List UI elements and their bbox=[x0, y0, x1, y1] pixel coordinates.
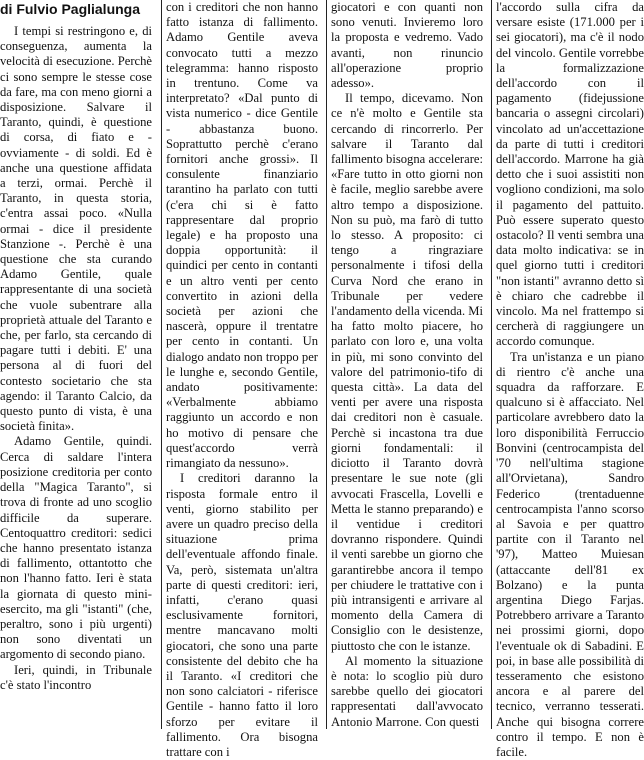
article-column-3 bbox=[331, 0, 483, 729]
paragraph: Il tempo, dicevamo. Non ce n'è molto e Gentile sta cercando di rincorrerlo. Per salvare il Taranto dal fallimento bisogna accelerare: «Fare tutto in otto giorni non è facile, meglio sarebbe avere altro tempo a disposizione. Non su può, ma farò di tutto lo stesso. A proposito: ci tengo a ringraziare personalmente i tifosi della Curva Nord che erano in Tribunale per vedere l'andamento della vicenda. Mi ha fatto molto piacere, ho parlato con loro e, una volta in più, mi sono convinto del valore del patrimonio-tifo di questa città». La data del venti per avere una risposta dai creditori non è casuale. Perchè si incastona tra due giorni fondamentali: il diciotto il Taranto dovrà presentare le sue note (gli avvocati Frascella, Lovelli e Metta le stanno preparando) e il ventidue i creditori dovranno rispondere. Quindi il venti sarebbe un giorno che garantirebbe ancora il tempo per chiudere le trattative con i più intransigenti e arrivare al momento della Camera di Consiglio con le desistenze, piuttosto che con le istanze. bbox=[331, 91, 483, 653]
paragraph: I creditori daranno la risposta formale entro il venti, giorno stabilito per avere un quadro preciso della situazione prima dell'eventuale affondo finale. Va, però, sistemata un'altra parte di questi creditori: ieri, infatti, c'erano quasi esclusivamente fornitori, mentre mancavano molti giocatori, che sono una parte consistente del debito che ha il Taranto. «I creditori che non sono calciatori - riferisce Gentile - hanno fatto il loro sforzo per evitare il fallimento. Ora bisogna trattare con i bbox=[166, 471, 318, 759]
article-column-2 bbox=[166, 0, 318, 759]
paragraph: Adamo Gentile, quindi. Cerca di saldare l'intera posizione creditoria per conto della "Magica Taranto", si trova di fronte ad uno scoglio difficile da superare. Centoquattro creditori: sedici che hanno presentato istanza di fallimento, ottantotto che non l'hanno fatto. Ieri è stata la giornata di questo mini-esercito, ma gli "istanti" (che, peraltro, sono i più urgenti) non sono diventati un argomento di secondo piano. bbox=[0, 434, 152, 662]
paragraph: giocatori e con quanti non sono venuti. Invieremo loro la proposta e vedremo. Vado avanti, non rinuncio all'operazione proprio adesso». bbox=[331, 0, 483, 91]
paragraph: l'accordo sulla cifra da versare esiste (171.000 per i sei giocatori), ma c'è il nodo del vincolo. Gentile vorrebbe la formalizzazione dell'accordo con il pagamento (fidejussione bancaria o assegni circolari) vincolato ad un'accettazione da parte di tutti i creditori dell'accordo. Marrone ha già detto che i suoi assistiti non vogliono condizioni, ma solo il pagamento del pattuito. Può essere superato questo ostacolo? Il venti sembra una data molto indicativa: se in quel giorno tutti i creditori "non istanti" avranno detto sì è chiaro che cadrebbe il vincolo. Ma nel frattempo si cercherà di raggiungere un accordo comunque. bbox=[496, 0, 644, 349]
paragraph: Al momento la situazione è nota: lo scoglio più duro sarebbe quello dei giocatori rappresentati dall'avvocato Antonio Marrone. Con questi bbox=[331, 653, 483, 729]
paragraph: I tempi si restringono e, di conseguenza, aumenta la velocità di esecuzione. Perchè ci sono sempre le stesse cose da fare, ma con meno giorni a disposizione. Salvare il Taranto, quindi, è questione di corsa, di fiato e - ovviamente - di soldi. Ed è anche una questione affidata a terzi, ormai. Perchè il Taranto, in questa storia, c'entra assai poco. «Nulla ormai - dice il presidente Stanzione -. Perchè è una questione che sta curando Adamo Gentile, quale rappresentante di una società che vuole subentrare alla proprietà attuale del Taranto e che, per farlo, sta cercando di pagare tutti i debiti. E' una persona al di fuori del contesto societario che sta agendo: il Taranto Calcio, da questo punto di vista, è una società finita». bbox=[0, 24, 152, 434]
paragraph: con i creditori che non hanno fatto istanza di fallimento. Adamo Gentile aveva convocato tutti a mezzo telegramma: hanno risposto in trentuno. Come va interpretato? «Dal punto di vista numerico - dice Gentile - abbastanza buono. Soprattutto perchè c'erano fornitori anche grossi». Il consulente finanziario tarantino ha parlato con tutti (c'era chi si è fatto rappresentare dal proprio legale) e ha proposto una doppia opportunità: il quindici per cento in contanti e un altro venti per cento convertito in azioni della società per azioni che nascerà, oppure il trentatre per cento in contanti. Un dialogo andato non troppo per le lunghe e, secondo Gentile, andato positivamente: «Verbalmente abbiamo raggiunto un accordo e non ho motivo di pensare che quest'accordo verrà rimangiato da nessuno». bbox=[166, 0, 318, 471]
byline: di Fulvio Paglialunga bbox=[0, 1, 141, 17]
column-rule bbox=[161, 0, 162, 729]
column-rule bbox=[491, 0, 492, 729]
article-column-4 bbox=[496, 0, 644, 759]
paragraph: Ieri, quindi, in Tribunale c'è stato l'incontro bbox=[0, 662, 152, 692]
column-rule bbox=[326, 0, 327, 729]
paragraph: Tra un'istanza e un piano di rientro c'è anche una squadra da rafforzare. E qualcuno si è affacciato. Nel particolare avrebbero dato la loro disponibilità Ferruccio Bonvini (centrocampista del '70 nell'ultima stagione all'Orvietana), Sandro Federico (trentaduenne centrocampista l'anno scorso al Savoia e per quattro partite con il Taranto nel '97), Matteo Muiesan (attaccante dell'81 ex Bolzano) e la punta argentina Diego Farjas. Potrebbero arrivare a Taranto nei prossimi giorni, dopo l'eventuale ok di Sabadini. E poi, in base alle possibilità di tesseramento che esistono ancora e al parere del tecnico, verranno tesserati. Anche qui bisogna correre contro il tempo. E non è facile. bbox=[496, 349, 644, 759]
article-column-1 bbox=[0, 0, 152, 729]
